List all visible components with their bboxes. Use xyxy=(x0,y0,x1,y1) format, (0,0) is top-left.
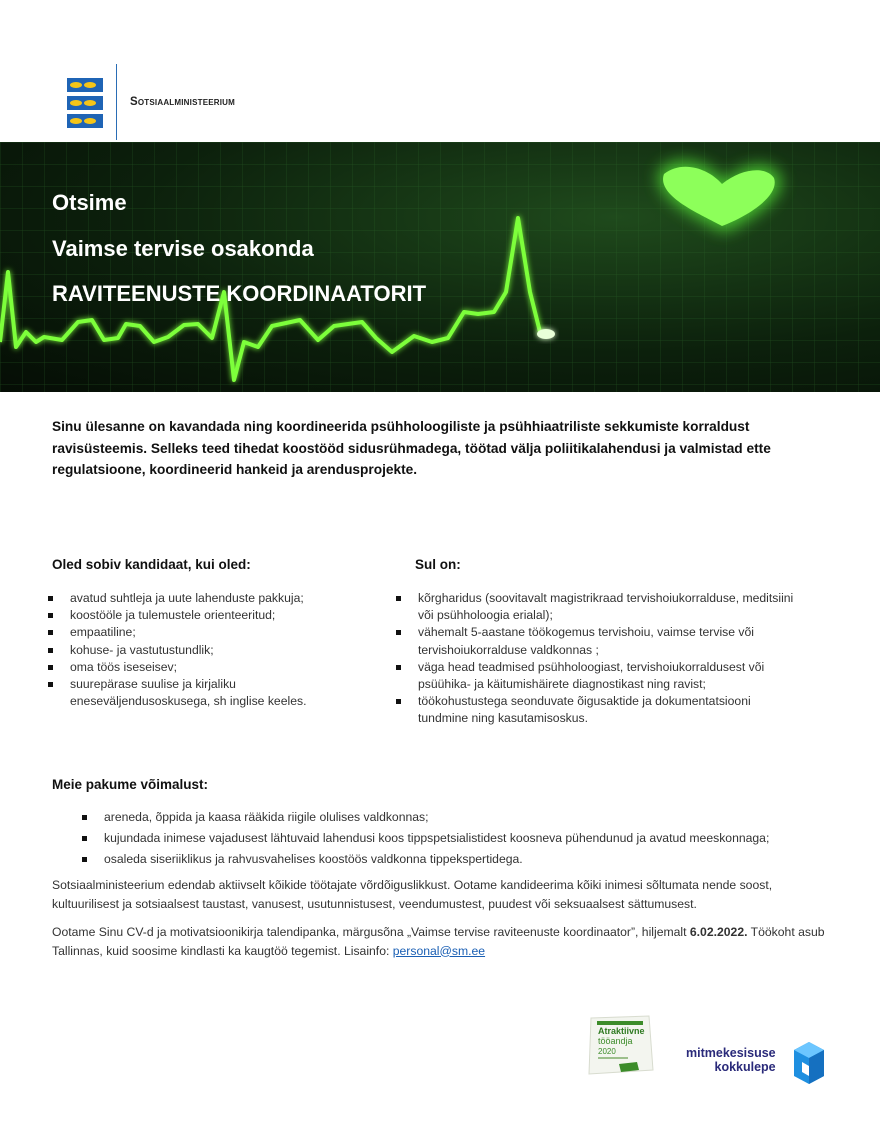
job-title: RAVITEENUSTE KOORDINAATORIT xyxy=(52,281,427,306)
ministry-name: Sotsiaalministeerium xyxy=(130,96,236,108)
banner-line-2: Vaimse tervise osakonda xyxy=(52,236,314,261)
list-item: kõrgharidus (soovitavalt magistrikraad tervishoiukorralduse, meditsiini või psühholoogia erialal); xyxy=(394,590,794,624)
intro-paragraph: Sinu ülesanne on kavandada ning koordineerida psühholoogiliste ja psühhiaatriliste sekkumiste korraldust ravisüsteemis. Selleks teed tihedat koostööd sidusrühmadega, töötad välja poliitikalahendusi ja valmistad ette regulatsioone, koordineerid hankeid ja arendusprojekte. xyxy=(52,419,771,477)
diversity-cube-icon xyxy=(792,1040,826,1086)
contact-email-link[interactable]: personal@sm.ee xyxy=(392,943,486,958)
list-item: areneda, õppida ja kaasa rääkida riigile olulises valdkonnas; xyxy=(80,809,840,826)
candidate-list xyxy=(46,590,366,710)
list-item: vähemalt 5-aastane töökogemus tervishoiu, vaimse tervise või tervishoiukorralduse valdkonnas ; xyxy=(394,624,794,658)
ekg-background-graphic xyxy=(0,142,880,392)
list-item: kujundada inimese vajadusest lähtuvaid lahendusi koos tippspetsialistidest koosneva pühendunud ja avatud meeskonnaga; xyxy=(80,830,840,847)
diversity-line-2: kokkulepe xyxy=(714,1060,776,1074)
diversity-agreement-logo-text xyxy=(686,1046,776,1074)
apply-text: Ootame Sinu CV-d ja motivatsioonikirja talendipanka, märgusõna „Vaimse tervise raviteenuste koordinaator”, hiljemalt xyxy=(52,925,690,939)
list-item: avatud suhtleja ja uute lahenduste pakkuja; xyxy=(46,590,366,607)
list-item: väga head teadmised psühholoogiast, tervishoiukorraldusest või psüühika- ja käitumishäirete diagnostikast ning ravist; xyxy=(394,659,794,693)
diversity-line-1: mitmekesisuse xyxy=(686,1046,776,1060)
apply-text-2: Töökoht asub Tallinnas, kuid soosime kindlasti ka kaugtöö tegemist. Lisainfo: xyxy=(52,925,825,958)
list-item: kohuse- ja vastutustundlik; xyxy=(46,642,366,659)
offer-list xyxy=(80,809,840,873)
list-item: suurepärase suulise ja kirjaliku eneseväljendusoskusega, sh inglise keeles. xyxy=(46,676,366,710)
deadline: 6.02.2022. xyxy=(689,925,748,939)
hero-banner xyxy=(0,142,880,392)
candidate-heading: Oled sobiv kandidaat, kui oled: xyxy=(52,557,251,572)
list-item: empaatiline; xyxy=(46,624,366,641)
equality-statement: Sotsiaalministeerium edendab aktiivselt kõikide töötajate võrdõiguslikkust. Ootame kandideerima kõiki inimesi sõltumata nende soost, kultuurilisest ja sotsiaalsest taustast, vanusest, usutunnistusest, veendumustest, puudest või seksuaalsest sättumusest. xyxy=(52,878,773,911)
application-instructions xyxy=(52,923,842,960)
list-item: töökohustustega seonduvate õigusaktide ja dokumentatsiooni tundmine ning kasutamisoskus. xyxy=(394,693,794,727)
list-item: oma töös iseseisev; xyxy=(46,659,366,676)
banner-line-1: Otsime xyxy=(52,190,127,215)
badge-line-2: tööandja xyxy=(598,1036,633,1046)
offer-heading: Meie pakume võimalust: xyxy=(52,777,209,792)
attractive-employer-badge xyxy=(585,1014,655,1076)
badge-line-1: Atraktiivne xyxy=(598,1026,645,1036)
coat-of-arms-logo xyxy=(63,74,107,132)
requirements-list xyxy=(394,590,794,728)
list-item: koostööle ja tulemustele orienteeritud; xyxy=(46,607,366,624)
header-divider xyxy=(116,64,117,140)
badge-year: 2020 xyxy=(598,1047,616,1056)
list-item: osaleda siseriiklikus ja rahvusvahelises koostöös valdkonna tippekspertidega. xyxy=(80,851,840,868)
requirements-heading: Sul on: xyxy=(415,557,461,572)
